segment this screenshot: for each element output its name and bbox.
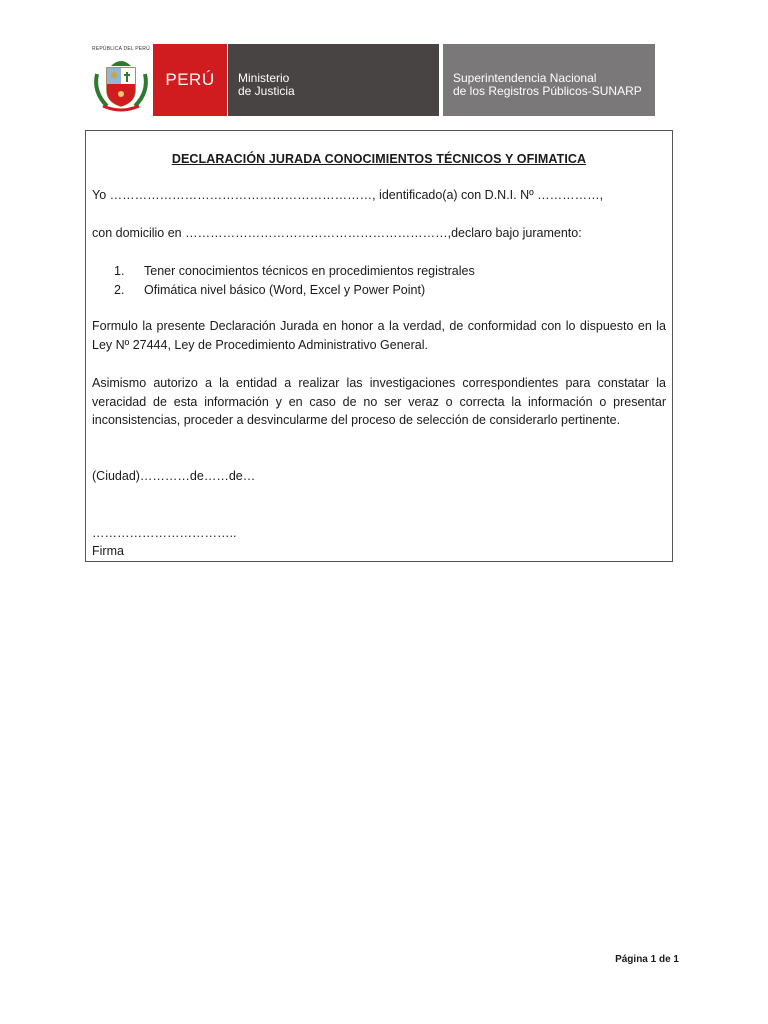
peru-brand-block <box>153 44 227 116</box>
place-date-line: (Ciudad)…………de……de… <box>92 469 256 483</box>
ministry-block <box>228 44 439 116</box>
agency-block <box>443 44 655 116</box>
document-title: DECLARACIÓN JURADA CONOCIMIENTOS TÉCNICOS Y OFIMATICA <box>171 152 587 166</box>
signature-line: …………………………….. <box>92 526 237 540</box>
page-number: Página 1 de 1 <box>615 954 679 965</box>
name-dni-line: Yo ………………………………………………………, identificado(a) con D.N.I. Nº ……………, <box>92 188 604 202</box>
seal-text: REPÚBLICA DEL PERÚ <box>92 46 150 52</box>
peru-label: PERÚ <box>165 70 215 89</box>
declaration-frame <box>85 130 673 562</box>
letterhead <box>85 44 655 116</box>
list-item <box>108 262 475 281</box>
legal-paragraph: Formulo la presente Declaración Jurada en honor a la verdad, de conformidad con lo dispuesto en la Ley Nº 27444, Ley de Procedimiento Administrativo General. <box>92 319 666 352</box>
coat-of-arms-icon <box>85 44 157 116</box>
signature-label: Firma <box>92 544 124 558</box>
list-text: Tener conocimientos técnicos en procedimientos registrales <box>144 264 475 278</box>
declaration-list <box>108 262 475 299</box>
ministry-label: Ministerio de Justicia <box>238 71 295 98</box>
list-number: 1. <box>114 264 125 278</box>
address-line: con domicilio en ………………………………………………………,declaro bajo juramento: <box>92 226 582 240</box>
authorization-paragraph: Asimismo autorizo a la entidad a realizar las investigaciones correspondientes para constatar la veracidad de esta información y en caso de no ser veraz o correcta la información o presentar inconsistencias, proceder a desvincularme del proceso de selección de considerarlo pertinente. <box>92 376 666 427</box>
agency-label: Superintendencia Nacional de los Registros Públicos-SUNARP <box>453 71 642 98</box>
list-number: 2. <box>114 282 125 297</box>
list-item <box>108 281 475 300</box>
list-text: Ofimática nivel básico (Word, Excel y Power Point) <box>144 282 426 297</box>
